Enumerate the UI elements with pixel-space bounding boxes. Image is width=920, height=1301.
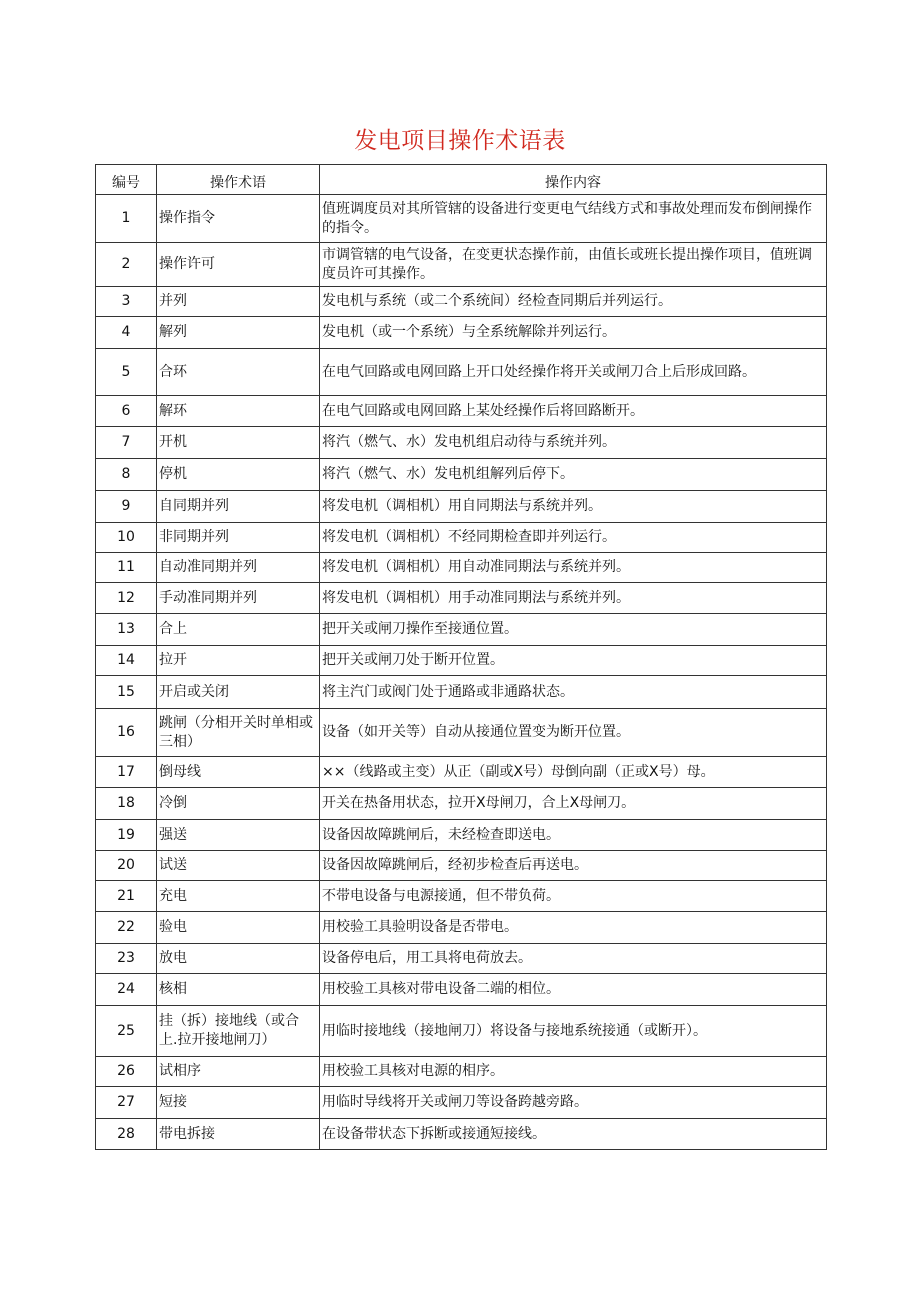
- row-term: 跳闸（分相开关时单相或三相）: [157, 709, 320, 757]
- row-content: 设备因故障跳闸后，经初步检查后再送电。: [320, 851, 827, 881]
- row-number: 14: [96, 646, 157, 676]
- row-number: 9: [96, 491, 157, 523]
- row-term: 挂（拆）接地线（或合上.拉开接地闸刀）: [157, 1006, 320, 1057]
- table-row: [96, 523, 827, 553]
- row-content: 用临时导线将开关或闸刀等设备跨越旁路。: [320, 1087, 827, 1119]
- table-row: [96, 553, 827, 583]
- row-content: 将发电机（调相机）不经同期检查即并列运行。: [320, 523, 827, 553]
- table-row: [96, 583, 827, 614]
- row-term: 解列: [157, 317, 320, 349]
- table-row: [96, 757, 827, 788]
- row-content: 值班调度员对其所管辖的设备进行变更电气结线方式和事故处理而发布倒闸操作的指令。: [320, 195, 827, 243]
- row-term: 试送: [157, 851, 320, 881]
- row-content: 市调管辖的电气设备，在变更状态操作前，由值长或班长提出操作项目，值班调度员许可其操作。: [320, 243, 827, 287]
- table-row: [96, 1057, 827, 1087]
- row-content: 用校验工具验明设备是否带电。: [320, 912, 827, 944]
- header-number: 编号: [96, 165, 157, 195]
- row-content: 开关在热备用状态，拉开X母闸刀，合上X母闸刀。: [320, 788, 827, 820]
- row-content: 设备停电后，用工具将电荷放去。: [320, 944, 827, 974]
- row-term: 并列: [157, 287, 320, 317]
- row-term: 试相序: [157, 1057, 320, 1087]
- row-number: 27: [96, 1087, 157, 1119]
- row-number: 16: [96, 709, 157, 757]
- row-term: 强送: [157, 820, 320, 851]
- row-content: 用临时接地线（接地闸刀）将设备与接地系统接通（或断开）。: [320, 1006, 827, 1057]
- row-content: 将主汽门或阀门处于通路或非通路状态。: [320, 676, 827, 709]
- row-term: 合环: [157, 349, 320, 396]
- table-row: [96, 974, 827, 1006]
- table-row: [96, 944, 827, 974]
- row-content: 将发电机（调相机）用自动准同期法与系统并列。: [320, 553, 827, 583]
- row-number: 11: [96, 553, 157, 583]
- terms-table: [95, 164, 827, 1150]
- row-number: 12: [96, 583, 157, 614]
- row-number: 28: [96, 1119, 157, 1150]
- table-header-row: [96, 165, 827, 195]
- row-content: 在电气回路或电网回路上开口处经操作将开关或闸刀合上后形成回路。: [320, 349, 827, 396]
- page-title: 发电项目操作术语表: [354, 128, 566, 154]
- row-content: 在电气回路或电网回路上某处经操作后将回路断开。: [320, 396, 827, 427]
- header-term: 操作术语: [157, 165, 320, 195]
- row-content: 在设备带状态下拆断或接通短接线。: [320, 1119, 827, 1150]
- row-content: 设备（如开关等）自动从接通位置变为断开位置。: [320, 709, 827, 757]
- table-row: [96, 459, 827, 491]
- table-row: [96, 349, 827, 396]
- table-row: [96, 243, 827, 287]
- table-row: [96, 676, 827, 709]
- row-number: 23: [96, 944, 157, 974]
- row-term: 自同期并列: [157, 491, 320, 523]
- row-number: 20: [96, 851, 157, 881]
- table-row: [96, 491, 827, 523]
- table-row: [96, 396, 827, 427]
- row-term: 放电: [157, 944, 320, 974]
- row-content: 不带电设备与电源接通，但不带负荷。: [320, 881, 827, 912]
- table-row: [96, 820, 827, 851]
- row-term: 解环: [157, 396, 320, 427]
- table-row: [96, 881, 827, 912]
- row-number: 7: [96, 427, 157, 459]
- row-term: 操作指令: [157, 195, 320, 243]
- row-number: 4: [96, 317, 157, 349]
- row-content: 用校验工具核对电源的相序。: [320, 1057, 827, 1087]
- row-number: 25: [96, 1006, 157, 1057]
- table-row: [96, 1119, 827, 1150]
- row-number: 18: [96, 788, 157, 820]
- row-number: 10: [96, 523, 157, 553]
- row-content: ××（线路或主变）从正（副或X号）母倒向副（正或X号）母。: [320, 757, 827, 788]
- row-term: 验电: [157, 912, 320, 944]
- row-term: 手动准同期并列: [157, 583, 320, 614]
- table-row: [96, 646, 827, 676]
- row-number: 26: [96, 1057, 157, 1087]
- row-term: 合上: [157, 614, 320, 646]
- row-term: 非同期并列: [157, 523, 320, 553]
- row-term: 停机: [157, 459, 320, 491]
- table-row: [96, 195, 827, 243]
- row-content: 把开关或闸刀处于断开位置。: [320, 646, 827, 676]
- table-row: [96, 1087, 827, 1119]
- row-content: 用校验工具核对带电设备二端的相位。: [320, 974, 827, 1006]
- table-row: [96, 912, 827, 944]
- row-content: 发电机（或一个系统）与全系统解除并列运行。: [320, 317, 827, 349]
- row-content: 将发电机（调相机）用自同期法与系统并列。: [320, 491, 827, 523]
- row-number: 22: [96, 912, 157, 944]
- row-term: 倒母线: [157, 757, 320, 788]
- row-number: 19: [96, 820, 157, 851]
- row-number: 13: [96, 614, 157, 646]
- table-row: [96, 317, 827, 349]
- row-number: 8: [96, 459, 157, 491]
- row-term: 充电: [157, 881, 320, 912]
- row-content: 设备因故障跳闸后，未经检查即送电。: [320, 820, 827, 851]
- table-row: [96, 851, 827, 881]
- table-row: [96, 788, 827, 820]
- row-number: 21: [96, 881, 157, 912]
- row-number: 6: [96, 396, 157, 427]
- table-row: [96, 614, 827, 646]
- table-row: [96, 287, 827, 317]
- row-number: 1: [96, 195, 157, 243]
- row-content: 把开关或闸刀操作至接通位置。: [320, 614, 827, 646]
- row-term: 冷倒: [157, 788, 320, 820]
- row-content: 将汽（燃气、水）发电机组解列后停下。: [320, 459, 827, 491]
- row-number: 2: [96, 243, 157, 287]
- row-number: 17: [96, 757, 157, 788]
- row-content: 将汽（燃气、水）发电机组启动待与系统并列。: [320, 427, 827, 459]
- row-content: 将发电机（调相机）用手动准同期法与系统并列。: [320, 583, 827, 614]
- header-content: 操作内容: [320, 165, 827, 195]
- row-number: 5: [96, 349, 157, 396]
- row-term: 拉开: [157, 646, 320, 676]
- row-term: 核相: [157, 974, 320, 1006]
- table-row: [96, 427, 827, 459]
- row-number: 3: [96, 287, 157, 317]
- row-number: 15: [96, 676, 157, 709]
- row-number: 24: [96, 974, 157, 1006]
- row-term: 开机: [157, 427, 320, 459]
- row-content: 发电机与系统（或二个系统间）经检查同期后并列运行。: [320, 287, 827, 317]
- row-term: 操作许可: [157, 243, 320, 287]
- row-term: 短接: [157, 1087, 320, 1119]
- table-row: [96, 709, 827, 757]
- table-row: [96, 1006, 827, 1057]
- row-term: 带电拆接: [157, 1119, 320, 1150]
- row-term: 自动准同期并列: [157, 553, 320, 583]
- row-term: 开启或关闭: [157, 676, 320, 709]
